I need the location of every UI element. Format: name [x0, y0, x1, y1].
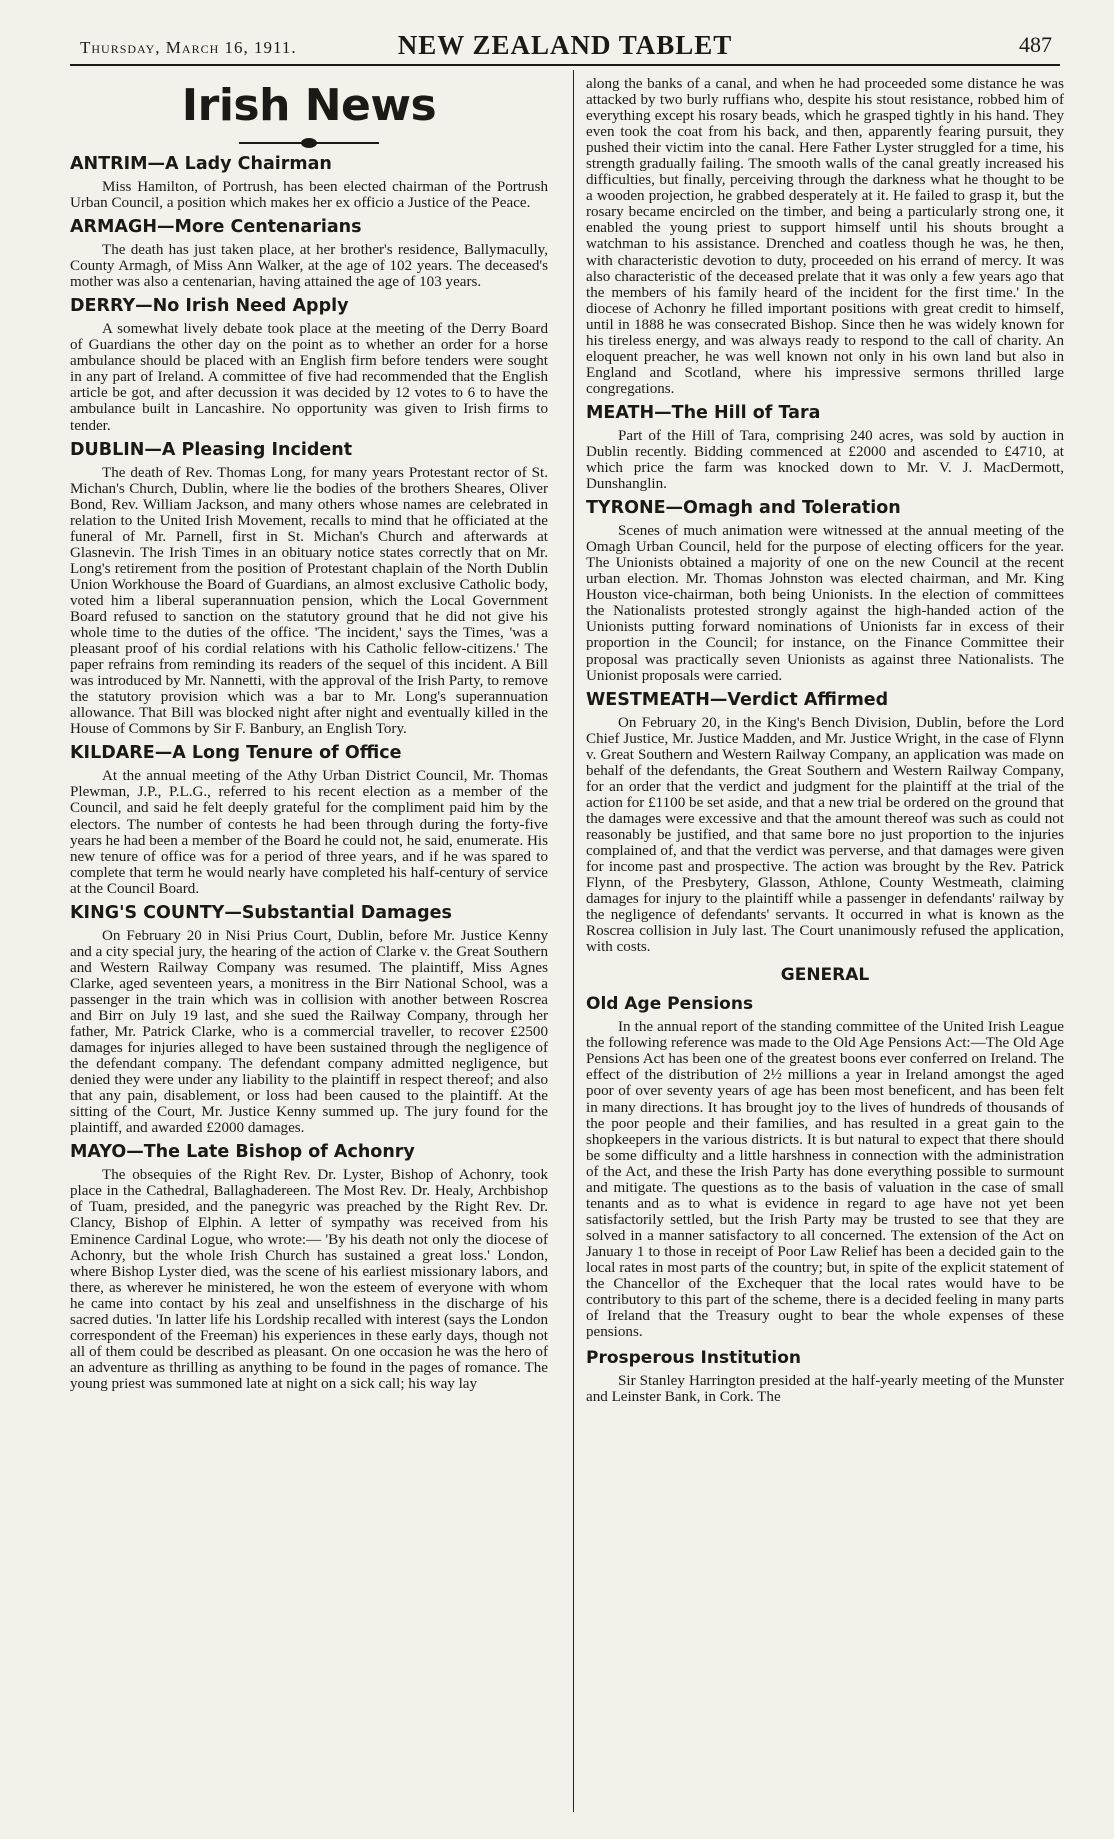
column-divider [573, 70, 574, 1812]
page-number: 487 [1019, 32, 1052, 57]
general-section-heading: GENERAL [780, 965, 870, 986]
section-title: Irish News [181, 80, 437, 131]
article-body-armagh: The death has just taken place, at her brother's residence, Ballymacully, County Armagh, of Miss Ann Walker, at the age of 102 years. The deceased's mother was also a centenarian, having attained the age of 103 years. [70, 242, 548, 291]
article-body-tyrone: Scenes of much animation were witnessed at the annual meeting of the Omagh Urban Council, held for the purpose of electing officers for the year. The Unionists obtained a majority of one on the new Council at the recent urban election. Mr. Thomas Johnston was elected chairman, and Mr. King Houston vice-chairman, both being Unionists. In the election of committees the Nationalists protested strongly against the high-handed action of the Unionists putting forward nominations of Unionists far in excess of their proportion in the Council; for instance, on the Finance Committee their proposal was practically seven Unionists as against three Nationalists. The Unionist proposals were carried. [586, 523, 1064, 684]
article-heading-dublin: DUBLIN—A Pleasing Incident [70, 439, 353, 460]
article-body-mayo: The obsequies of the Right Rev. Dr. Lyster, Bishop of Achonry, took place in the Cathedral, Ballaghadereen. The Most Rev. Dr. Healy, Archbishop of Tuam, presided, and the panegyric was preached by the Right Rev. Dr. Clancy, Bishop of Elphin. A letter of sympathy was received from his Eminence Cardinal Logue, who wrote:— 'By his death not only the diocese of Achonry, but the whole Irish Church has sustained a great loss.' London, where Bishop Lyster died, was the scene of his earliest missionary labors, and there, as wherever he ministered, he won the esteem of everyone with whom he came into contact by his zeal and unselfishness in the discharge of his sacred duties. 'In latter life his Lordship recalled with interest (says the London correspondent of the Freeman) his experiences in these early days, though not all of them could be described as pleasant. On one occasion he was the hero of an adventure as thrilling as anything to be found in the pages of romance. The young priest was summoned late at night on a sick call; his way lay [70, 1167, 548, 1392]
article-body-derry: A somewhat lively debate took place at the meeting of the Derry Board of Guardians the other day on the point as to whether an order for a horse ambulance should be placed with an English firm before tenders were sought in any part of Ireland. A committee of five had recommended that the English article be got, and after decussion it was decided by 12 votes to 6 to have the ambulance built in Lancashire. No opportunity was given to Irish firms to tender. [70, 321, 548, 434]
article-heading-old-age-pensions: Old Age Pensions [586, 994, 754, 1015]
newspaper-title: NEW ZEALAND TABLET [397, 30, 733, 60]
masthead [70, 30, 1060, 66]
article-body-old-age-pensions: In the annual report of the standing committee of the United Irish League the following reference was made to the Old Age Pensions Act:—The Old Age Pensions Act has been one of the greatest boons ever conferred on Ireland. The effect of the distribution of 2½ millions a year in Ireland amongst the aged poor of over seventy years of age has been most beneficent, and has been felt in many directions. It has brought joy to the lives of hundreds of thousands of the poor people and their families, and has resulted in a great gain to the shopkeepers in the various districts. It is but natural to expect that there should be some difficulty and a little harshness in connection with the administration of the Act, and these the Irish Party has done everything possible to surmount and mitigate. The questions as to the basis of valuation in the case of small tenants and as to what is evidence in regard to age have not yet been satisfactorily settled, but the Irish Party may be trusted to see that they are solved in a manner satisfactory to all concerned. The extension of the Act on January 1 to those in receipt of Poor Law Relief has been a decided gain to the local rates in most parts of the country; but, in spite of the explicit statement of the Chancellor of the Exchequer that the local rates would have to be contributory to this part of the scheme, there is a decided feeling in many parts of Ireland that the Treasury ought to bear the whole expenses of these pensions. [586, 1019, 1064, 1341]
article-heading-westmeath: WESTMEATH—Verdict Affirmed [586, 689, 889, 710]
article-heading-armagh: ARMAGH—More Centenarians [70, 217, 362, 238]
ornament-rule-icon [239, 138, 379, 148]
article-body-kings-county: On February 20 in Nisi Prius Court, Dublin, before Mr. Justice Kenny and a city special jury, the hearing of the action of Clarke v. the Great Southern and Western Railway Company was resumed. The plaintiff, Miss Agnes Clarke, aged seventeen years, a monitress in the Birr National School, was a passenger in the train which was in collision with another between Roscrea and Birr on July 19 last, and she sued the Railway Company, through her father, Mr. Patrick Clarke, who is a commercial traveller, to recover £2500 damages for injuries alleged to have been sustained through the negligence of the defendant company. The defendant company admitted negligence, but denied they were under any liability to the plaintiff in respect thereof; and also that any pain, disablement, or loss had been caused to the plaintiff. At the sitting of the Court, Mr. Justice Kenny summed up. The jury found for the plaintiff, and awarded £2000 damages. [70, 927, 548, 1137]
issue-date: Thursday, March 16, 1911. [80, 38, 297, 57]
article-heading-tyrone: TYRONE—Omagh and Toleration [586, 498, 901, 519]
article-body-kildare: At the annual meeting of the Athy Urban District Council, Mr. Thomas Plewman, J.P., P.L.G., referred to his recent election as a member of the Council, and said he felt deeply grateful for the compliment paid him by the electors. The number of contests he had been through during the forty-five years he had been a member of the Board he could not, he said, enumerate. His new tenure of office was for a period of three years, and if he was spared to complete that term he would nearly have completed his half-century of service at the Council Board. [70, 768, 548, 897]
article-body-westmeath: On February 20, in the King's Bench Division, Dublin, before the Lord Chief Justice, Mr. Justice Madden, and Mr. Justice Wright, in the case of Flynn v. Great Southern and Western Railway Company, an application was made on behalf of the defendants, the Great Southern and Western Railway Company, for an order that the verdict and judgment for the plaintiff at the trial of the action for £1100 be set aside, and that a new trial be ordered on the ground that the damages were excessive and that the amount thereof was such as could not reasonably be justified, and that same bore no just proportion to the injuries complained of, and that the verdict was perverse, and that damages were given for income past and prospective. The action was brought by the Rev. Patrick Flynn, of the Presbytery, Glasson, Athlone, County Westmeath, claiming damages for injury to the plaintiff while a passenger in defendants' railway by the negligence of defendants' servants. It occurred in what is known as the Roscrea collision in July last. The Court unanimously refused the application, with costs. [586, 714, 1064, 956]
article-body-dublin: The death of Rev. Thomas Long, for many years Protestant rector of St. Michan's Church, Dublin, where lie the bodies of the brothers Sheares, Oliver Bond, Rev. William Jackson, and many others whose names are celebrated in relation to the United Irish Movement, recalls to mind that he officiated at the funeral of Mr. Parnell, first in St. Michan's Church and afterwards at Glasnevin. The Irish Times in an obituary notice states correctly that on Mr. Long's retirement from the position of Protestant chaplain of the North Dublin Union Workhouse the Board of Guardians, an almost exclusive Catholic body, voted him a liberal superannuation pension, which the Local Government Board refused to sanction on the statutory ground that he did not give his whole time to the duties of the office. 'The incident,' says the Times, 'was a pleasant proof of his cordial relations with his Catholic fellow-citizens.' The paper refrains from reminding its readers of the sequel of this incident. A Bill was introduced by Mr. Nannetti, with the approval of the Irish Party, to remove the statutory provision which was a bar to Mr. Long's superannuation allowance. That Bill was blocked night after night and eventually killed in the House of Commons by Sir F. Banbury, an English Tory. [70, 464, 548, 738]
article-heading-prosperous-institution: Prosperous Institution [586, 1348, 802, 1369]
article-heading-meath: MEATH—The Hill of Tara [586, 402, 821, 423]
article-body-prosperous-institution: Sir Stanley Harrington presided at the half-yearly meeting of the Munster and Leinster Bank, in Cork. The [586, 1373, 1064, 1406]
article-heading-derry: DERRY—No Irish Need Apply [70, 296, 349, 317]
article-heading-kings-county: KING'S COUNTY—Substantial Damages [70, 902, 452, 923]
article-heading-mayo: MAYO—The Late Bishop of Achonry [70, 1142, 415, 1163]
right-column [586, 76, 1064, 1405]
article-heading-kildare: KILDARE—A Long Tenure of Office [70, 743, 402, 764]
article-body-antrim: Miss Hamilton, of Portrush, has been elected chairman of the Portrush Urban Council, a position which makes her ex officio a Justice of the Peace. [70, 179, 548, 212]
article-body-mayo-continued: along the banks of a canal, and when he had proceeded some distance he was attacked by two burly ruffians who, despite his stout resistance, robbed him of everything except his rosary beads, which he grasped tightly in his hand. They even took the coat from his back, and then, apparently fearing pursuit, they pushed their victim into the canal. Here Father Lyster struggled for a time, his strength gradually failing. The smooth walls of the canal greatly increased his difficulties, but finally, perceiving through the darkness what he thought to be a wooden projection, he grabbed desperately at it. He failed to grasp it, but the rosary became encircled on the timber, and being a particularly strong one, it enabled the young priest to support himself until his shouts brought a watchman to his assistance. Drenched and coatless though he was, he then, with characteristic devotion to duty, proceeded on his errand of mercy. It was also characteristic of the deceased prelate that it was only a few years ago that the members of his family heard of the incident for the first time.' In the diocese of Achonry he filled important positions with great credit to himself, until in 1888 he was consecrated Bishop. Since then he was widely known for his tireless energy, and was always ready to respond to the call of charity. An eloquent preacher, he was well known not only in his own land but also in England and Scotland, where his impressive sermons thrilled large congregations. [586, 76, 1064, 397]
article-body-meath: Part of the Hill of Tara, comprising 240 acres, was sold by auction in Dublin recently. Bidding commenced at £2000 and ascended to £4710, at which price the farm was knocked down to Mr. V. J. MacDermott, Dunshanglin. [586, 427, 1064, 493]
left-column [70, 76, 548, 1392]
article-heading-antrim: ANTRIM—A Lady Chairman [70, 154, 332, 174]
